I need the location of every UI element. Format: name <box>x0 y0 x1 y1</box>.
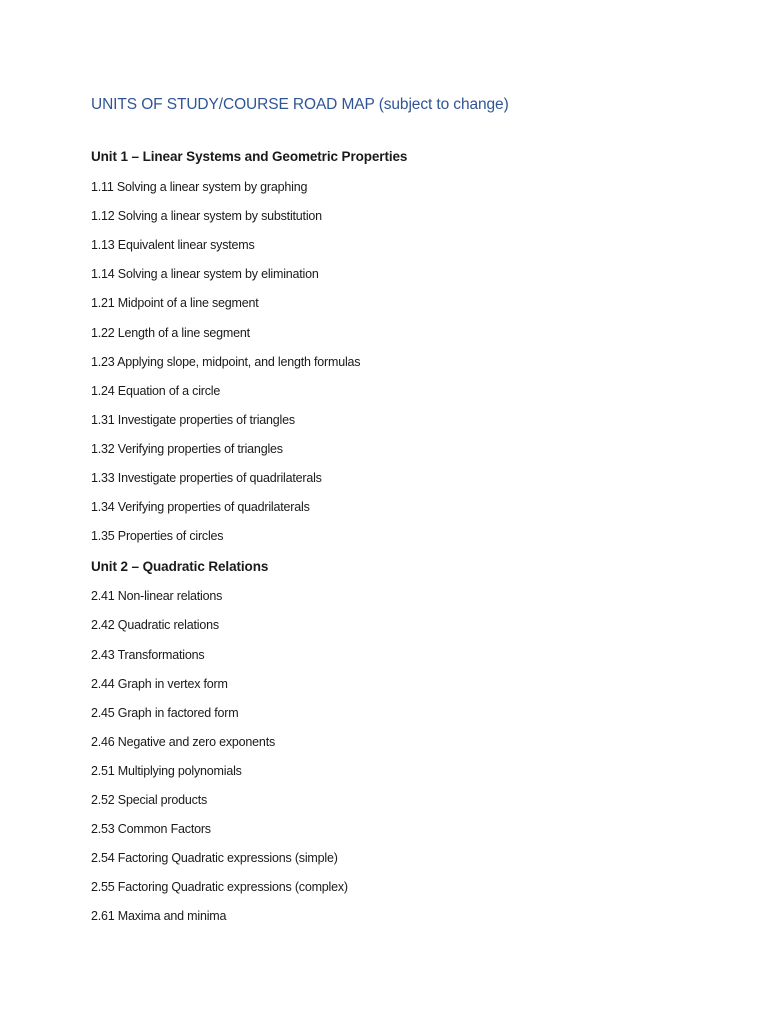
list-item: 1.22 Length of a line segment <box>91 326 250 340</box>
list-item: 1.11 Solving a linear system by graphing <box>91 180 308 194</box>
list-item: 2.44 Graph in vertex form <box>91 677 228 691</box>
list-item: 2.51 Multiplying polynomials <box>91 764 242 778</box>
list-item: 2.45 Graph in factored form <box>91 706 239 720</box>
list-item: 2.42 Quadratic relations <box>91 618 219 632</box>
list-item: 2.52 Special products <box>91 793 208 807</box>
list-item: 1.24 Equation of a circle <box>91 384 221 398</box>
list-item: 1.33 Investigate properties of quadrilaterals <box>91 471 322 485</box>
list-item: 2.54 Factoring Quadratic expressions (simple) <box>91 851 338 865</box>
list-item: 2.43 Transformations <box>91 648 205 662</box>
list-item: 2.55 Factoring Quadratic expressions (complex) <box>91 880 348 894</box>
list-item: 1.34 Verifying properties of quadrilaterals <box>91 500 310 514</box>
list-item: 1.23 Applying slope, midpoint, and length formulas <box>91 355 361 369</box>
document-title: UNITS OF STUDY/COURSE ROAD MAP (subject to change) <box>91 96 509 113</box>
list-item: 1.12 Solving a linear system by substitution <box>91 209 322 223</box>
list-item: 1.32 Verifying properties of triangles <box>91 442 283 456</box>
list-item: 2.41 Non-linear relations <box>91 589 223 603</box>
list-item: 2.46 Negative and zero exponents <box>91 735 276 749</box>
list-item: 2.53 Common Factors <box>91 822 211 836</box>
list-item: 1.21 Midpoint of a line segment <box>91 296 259 310</box>
list-item: 1.31 Investigate properties of triangles <box>91 413 295 427</box>
list-item: 1.35 Properties of circles <box>91 529 224 543</box>
list-item: 2.61 Maxima and minima <box>91 909 227 923</box>
list-item: 1.13 Equivalent linear systems <box>91 238 255 252</box>
unit-1-heading: Unit 1 – Linear Systems and Geometric Properties <box>91 149 408 164</box>
unit-2-heading: Unit 2 – Quadratic Relations <box>91 559 269 574</box>
list-item: 1.14 Solving a linear system by elimination <box>91 267 319 281</box>
